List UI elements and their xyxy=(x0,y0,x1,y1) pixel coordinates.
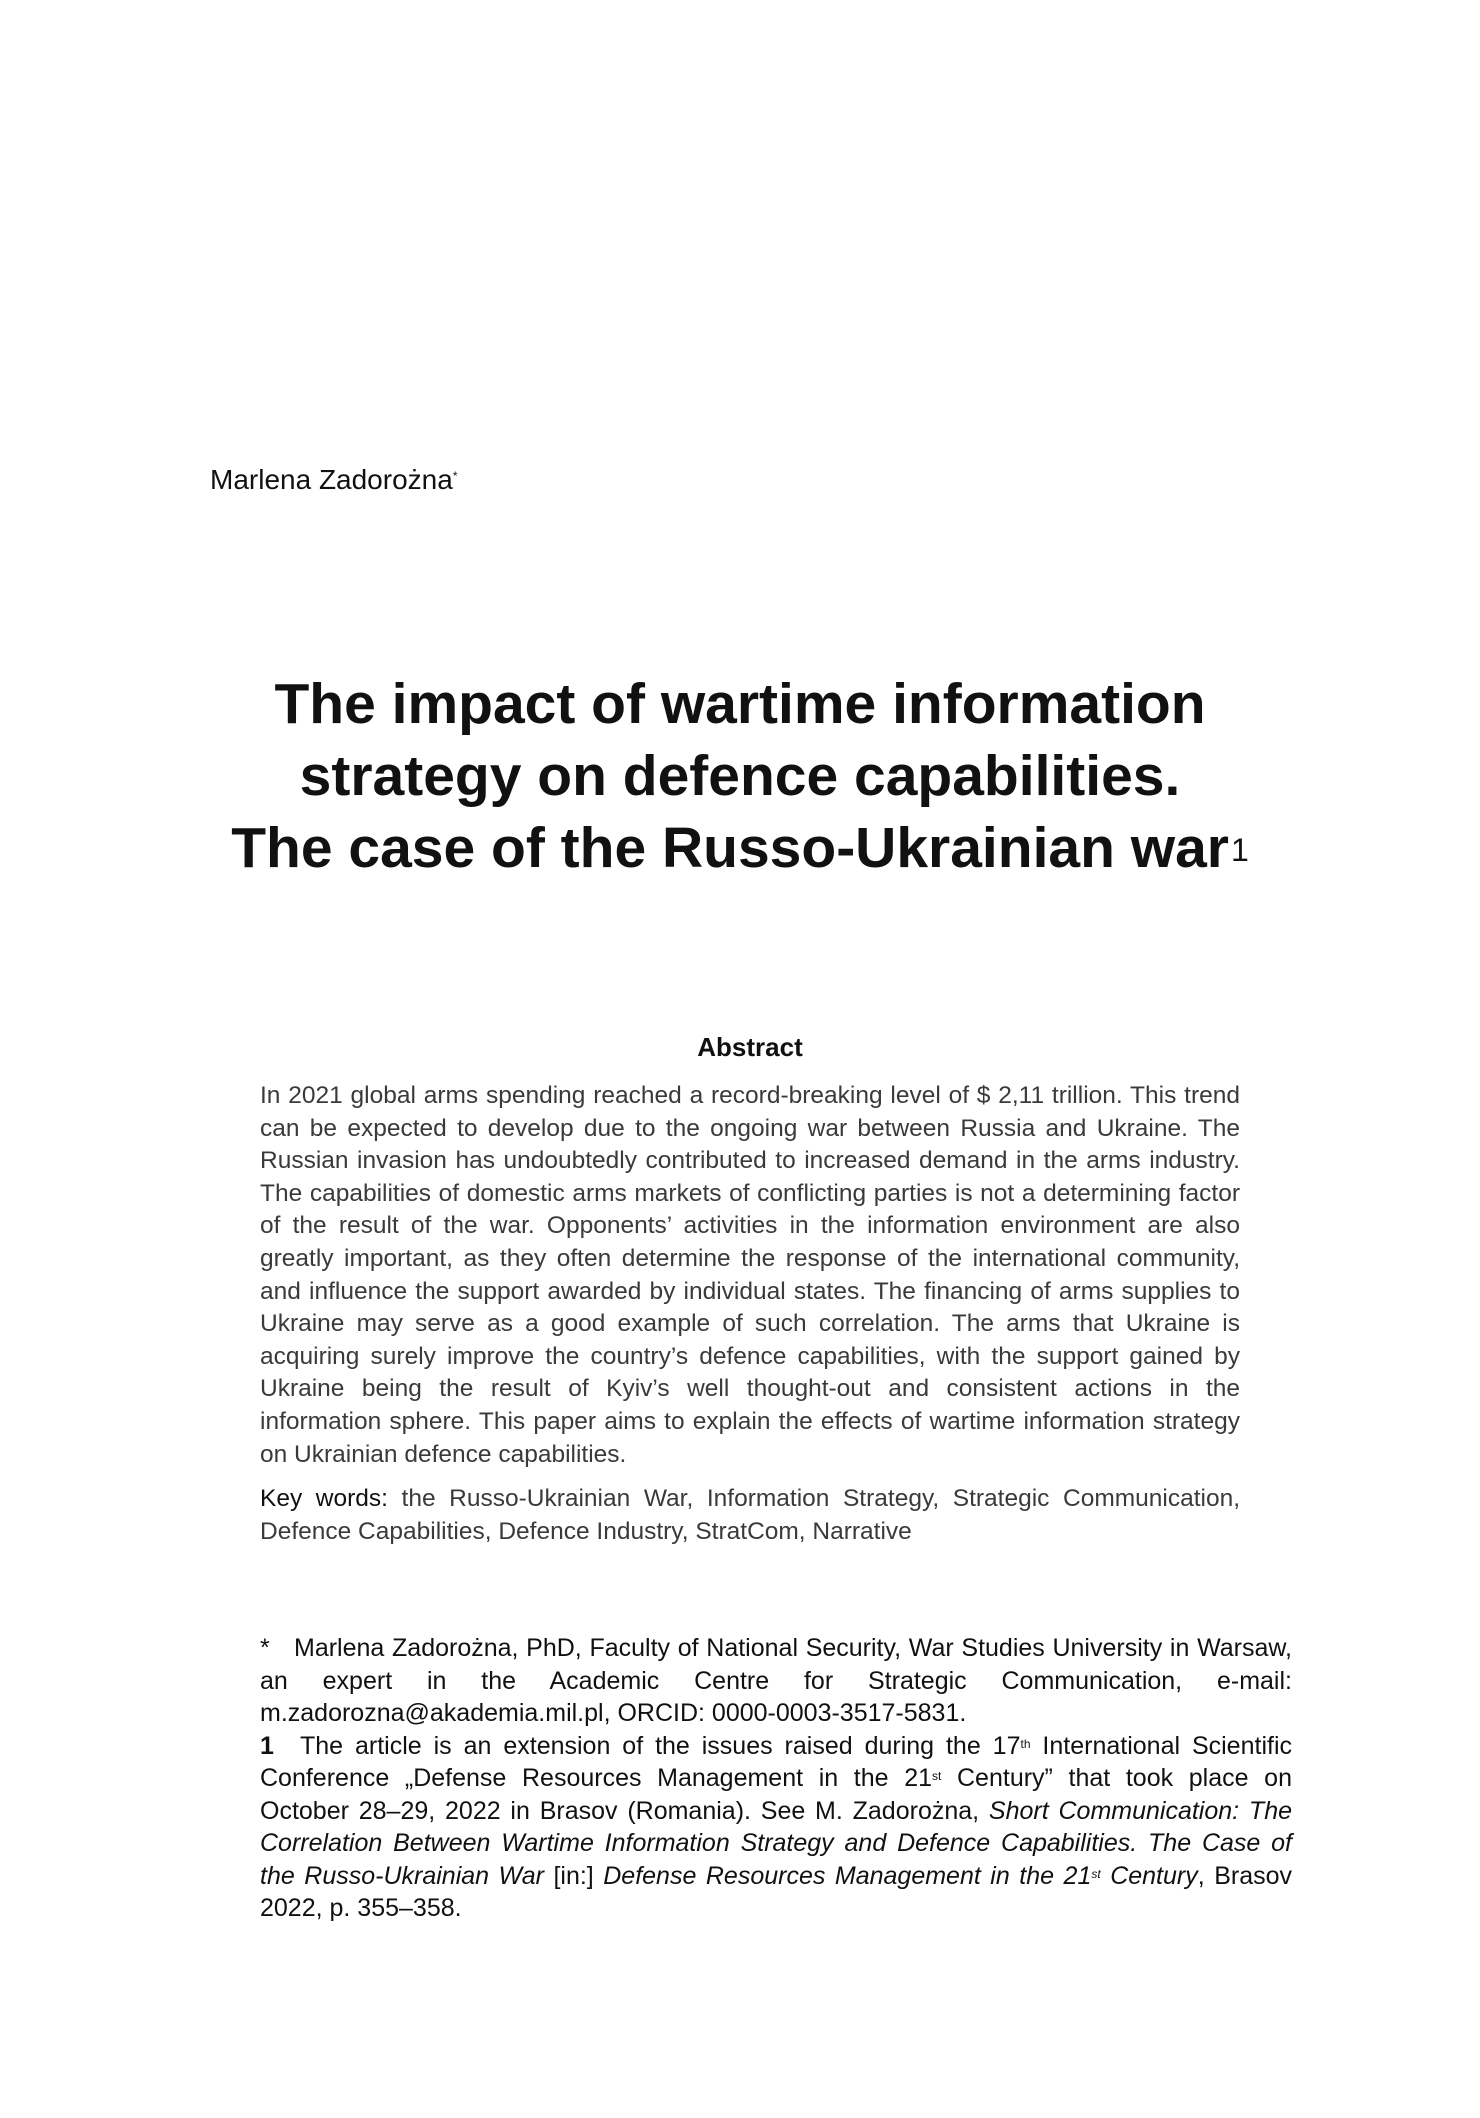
footnote-1-marker: 1 xyxy=(260,1731,274,1760)
author-name-text: Marlena Zadorożna xyxy=(210,464,453,495)
footnote-1-sup-a: th xyxy=(1020,1736,1031,1751)
abstract-heading: Abstract xyxy=(697,1032,803,1062)
footnote-1-italic-book-b: Century xyxy=(1100,1861,1198,1890)
footnote-1-italic-book xyxy=(603,1862,1197,1890)
footnote-1 xyxy=(260,1730,1292,1925)
footnote-1-text-c: Century” that took place on October 28–29, 2022 in Brasov (Romania). See M. Zadorożna, xyxy=(260,1764,1292,1825)
keywords-label: Key words: xyxy=(260,1485,388,1512)
footnotes xyxy=(260,1632,1292,1925)
footnote-author-marker: * xyxy=(260,1634,270,1662)
title-footnote-ref[interactable]: 1 xyxy=(1230,832,1249,868)
footnote-1-text-b: International Scientific Conference „Defense Resources Management in the 21 xyxy=(260,1731,1292,1792)
footnote-1-italic-book-a: Defense Resources Management in the 21 xyxy=(603,1861,1092,1890)
footnote-1-text-d: [in:] xyxy=(543,1861,604,1890)
abstract-body: In 2021 global arms spending reached a record-breaking level of $ 2,11 trillion. This trend can be expected to develop due to the ongoing war between Russia and Ukraine. The Russian invasion has undoubtedly contributed to increased demand in the arms industry. The capabilities of domestic arms markets of conflicting parties is not a determining factor of the result of the war. Opponents’ activities in the information environment are also greatly important, as they often determine the response of the international community, and influence the support awarded by individual states. The financing of arms supplies to Ukraine may serve as a good example of such correlation. The arms that Ukraine is acquiring surely improve the country’s defence capabilities, with the support gained by Ukraine being the result of Kyiv’s well thought-out and consistent actions in the information sphere. This paper aims to explain the effects of wartime information strategy on Ukrainian defence capabilities. xyxy=(260,1082,1240,1468)
footnote-author-text: Marlena Zadorożna, PhD, Faculty of National Security, War Studies University in Warsaw, an expert in the Academic Centre for Strategic Communication, e-mail: m.zadorozna@akademia.mil.pl, ORCID: 0000-0003-3517-5831. xyxy=(260,1634,1292,1727)
footnote-author xyxy=(260,1632,1292,1730)
title-line-3 xyxy=(180,812,1300,884)
keywords-text: the Russo-Ukrainian War, Information Strategy, Strategic Communication, Defence Capabilities, Defence Industry, StratCom, Narrative xyxy=(260,1485,1241,1545)
footnote-1-italic-title: Short Communication: The Correlation Between Wartime Information Strategy and Defence Capabilities. The Case of the Russo-Ukrainian War xyxy=(260,1796,1292,1890)
title-line-3-text: The case of the Russo-Ukrainian war xyxy=(231,816,1229,880)
title-line-1: The impact of wartime information xyxy=(274,672,1206,736)
author-name xyxy=(210,462,457,498)
footnote-1-text-a: The article is an extension of the issues raised during the 17 xyxy=(300,1731,1021,1760)
footnote-1-text-e: , Brasov 2022, p. 355–358. xyxy=(260,1861,1292,1922)
author-footnote-marker[interactable]: * xyxy=(452,469,458,483)
article-title xyxy=(180,668,1300,884)
title-line-2: strategy on defence capabilities. xyxy=(299,744,1181,808)
footnote-1-sup-b: st xyxy=(932,1769,942,1783)
footnote-1-sup-c: st xyxy=(1091,1866,1101,1881)
keywords xyxy=(260,1483,1240,1548)
